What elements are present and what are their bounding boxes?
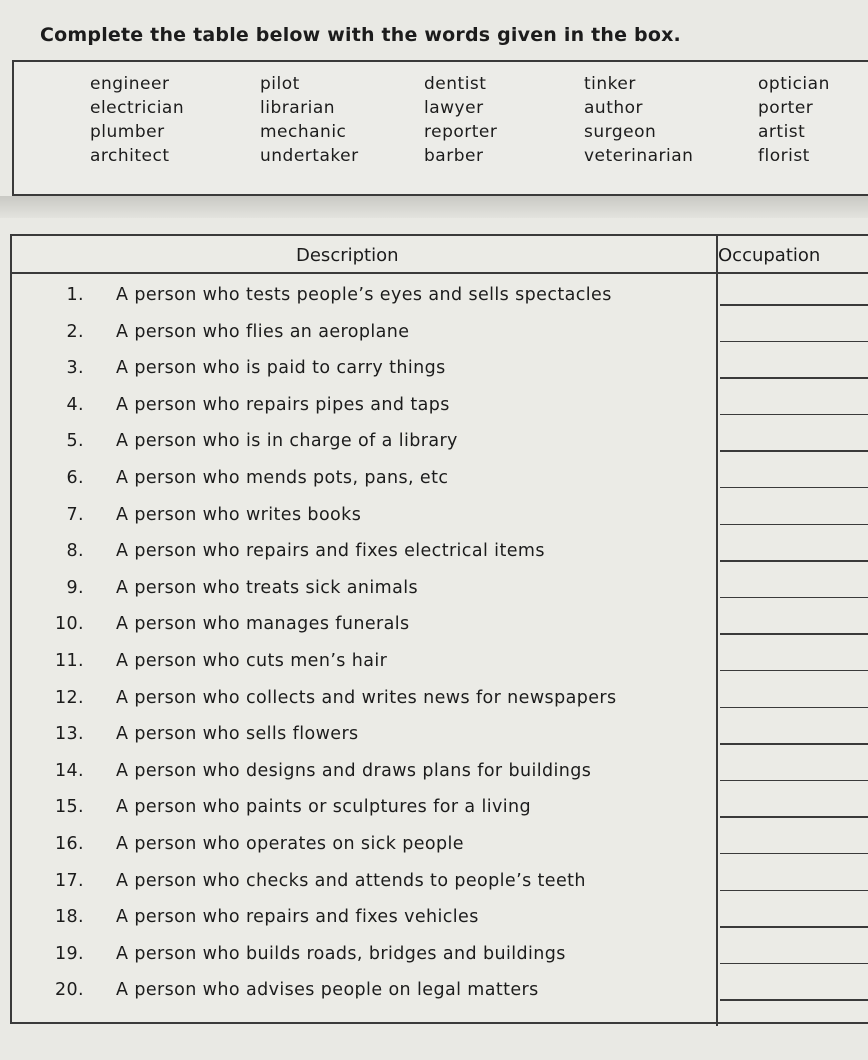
- row-description: A person who mends pots, pans, etc: [116, 467, 449, 488]
- word-box-item: lawyer: [424, 98, 484, 118]
- answer-blank[interactable]: [720, 597, 868, 599]
- word-box-item: artist: [758, 122, 806, 142]
- answer-blank[interactable]: [720, 304, 868, 306]
- row-number: 19.: [54, 943, 84, 964]
- word-box: [12, 60, 868, 196]
- row-description: A person who flies an aeroplane: [116, 321, 410, 342]
- table-row: [12, 569, 868, 606]
- word-box-item: porter: [758, 98, 814, 118]
- header-description: Description: [296, 245, 399, 266]
- table-body: [12, 276, 868, 1008]
- word-box-item: librarian: [260, 98, 336, 118]
- instruction-title: Complete the table below with the words given in the box.: [40, 24, 681, 46]
- row-description: A person who repairs and fixes electrical items: [116, 541, 545, 562]
- row-number: 2.: [66, 321, 84, 342]
- answer-blank[interactable]: [720, 963, 868, 965]
- word-box-item: pilot: [260, 74, 300, 94]
- row-number: 1.: [66, 285, 84, 305]
- row-description: A person who is paid to carry things: [116, 358, 446, 379]
- answer-blank[interactable]: [720, 487, 868, 489]
- row-number: 17.: [54, 870, 84, 891]
- word-box-item: tinker: [584, 74, 636, 94]
- table-row: [12, 971, 868, 1008]
- word-box-item: optician: [758, 74, 830, 94]
- table-header: [12, 236, 868, 274]
- row-number: 16.: [54, 833, 84, 854]
- page-shadow: [0, 196, 868, 218]
- row-number: 9.: [66, 577, 84, 598]
- answer-blank[interactable]: [720, 450, 868, 452]
- row-number: 10.: [54, 614, 84, 635]
- row-description: A person who operates on sick people: [116, 833, 464, 854]
- occupation-table: [10, 234, 868, 1024]
- row-description: A person who writes books: [116, 504, 362, 525]
- answer-blank[interactable]: [720, 560, 868, 562]
- row-description: A person who is in charge of a library: [116, 431, 458, 452]
- row-description: A person who designs and draws plans for buildings: [116, 760, 592, 781]
- row-description: A person who checks and attends to people’s teeth: [116, 870, 586, 891]
- row-description: A person who builds roads, bridges and buildings: [116, 943, 566, 964]
- word-box-item: architect: [90, 146, 170, 166]
- row-number: 3.: [66, 358, 84, 379]
- row-description: A person who cuts men’s hair: [116, 650, 388, 671]
- row-description: A person who paints or sculptures for a living: [116, 797, 532, 818]
- table-row: [12, 679, 868, 716]
- row-number: 20.: [54, 980, 84, 1001]
- row-number: 11.: [54, 650, 84, 671]
- word-box-item: electrician: [90, 98, 185, 118]
- table-row: [12, 788, 868, 825]
- header-occupation: Occupation: [718, 245, 821, 266]
- word-grid: [90, 74, 868, 170]
- answer-blank[interactable]: [720, 670, 868, 672]
- row-number: 5.: [66, 431, 84, 452]
- word-box-item: surgeon: [584, 122, 657, 142]
- row-description: A person who manages funerals: [116, 614, 410, 635]
- answer-blank[interactable]: [720, 341, 868, 343]
- word-box-item: dentist: [424, 74, 487, 94]
- row-number: 13.: [54, 724, 84, 745]
- row-number: 15.: [54, 797, 84, 818]
- word-box-item: florist: [758, 146, 810, 166]
- answer-blank[interactable]: [720, 853, 868, 855]
- answer-blank[interactable]: [720, 633, 868, 635]
- answer-blank[interactable]: [720, 707, 868, 709]
- table-row: [12, 898, 868, 935]
- row-description: A person who repairs and fixes vehicles: [116, 907, 479, 928]
- table-row: [12, 605, 868, 642]
- table-row: [12, 642, 868, 679]
- table-row: [12, 825, 868, 862]
- answer-blank[interactable]: [720, 890, 868, 892]
- answer-blank[interactable]: [720, 926, 868, 928]
- table-row: [12, 496, 868, 533]
- row-number: 4.: [66, 394, 84, 415]
- row-description: A person who tests people’s eyes and sells spectacles: [116, 285, 612, 305]
- row-number: 18.: [54, 907, 84, 928]
- row-number: 14.: [54, 760, 84, 781]
- row-description: A person who sells flowers: [116, 724, 359, 745]
- answer-blank[interactable]: [720, 377, 868, 379]
- word-box-item: reporter: [424, 122, 498, 142]
- table-row: [12, 386, 868, 423]
- row-number: 8.: [66, 541, 84, 562]
- table-row: [12, 276, 868, 313]
- table-row: [12, 752, 868, 789]
- row-description: A person who collects and writes news for newspapers: [116, 687, 617, 708]
- answer-blank[interactable]: [720, 780, 868, 782]
- answer-blank[interactable]: [720, 414, 868, 416]
- table-row: [12, 935, 868, 972]
- table-row: [12, 459, 868, 496]
- word-box-item: engineer: [90, 74, 170, 94]
- row-number: 6.: [66, 467, 84, 488]
- table-row: [12, 349, 868, 386]
- word-box-item: undertaker: [260, 146, 359, 166]
- word-box-item: barber: [424, 146, 484, 166]
- row-description: A person who repairs pipes and taps: [116, 394, 450, 415]
- table-row: [12, 862, 868, 899]
- answer-blank[interactable]: [720, 524, 868, 526]
- table-row: [12, 715, 868, 752]
- row-number: 12.: [54, 687, 84, 708]
- row-description: A person who advises people on legal matters: [116, 980, 539, 1001]
- word-box-item: veterinarian: [584, 146, 694, 166]
- word-box-item: mechanic: [260, 122, 347, 142]
- row-number: 7.: [66, 504, 84, 525]
- table-row: [12, 422, 868, 459]
- word-box-item: author: [584, 98, 644, 118]
- word-box-item: plumber: [90, 122, 165, 142]
- answer-blank[interactable]: [720, 743, 868, 745]
- row-description: A person who treats sick animals: [116, 577, 418, 598]
- table-row: [12, 313, 868, 350]
- answer-blank[interactable]: [720, 999, 868, 1001]
- table-row: [12, 532, 868, 569]
- answer-blank[interactable]: [720, 816, 868, 818]
